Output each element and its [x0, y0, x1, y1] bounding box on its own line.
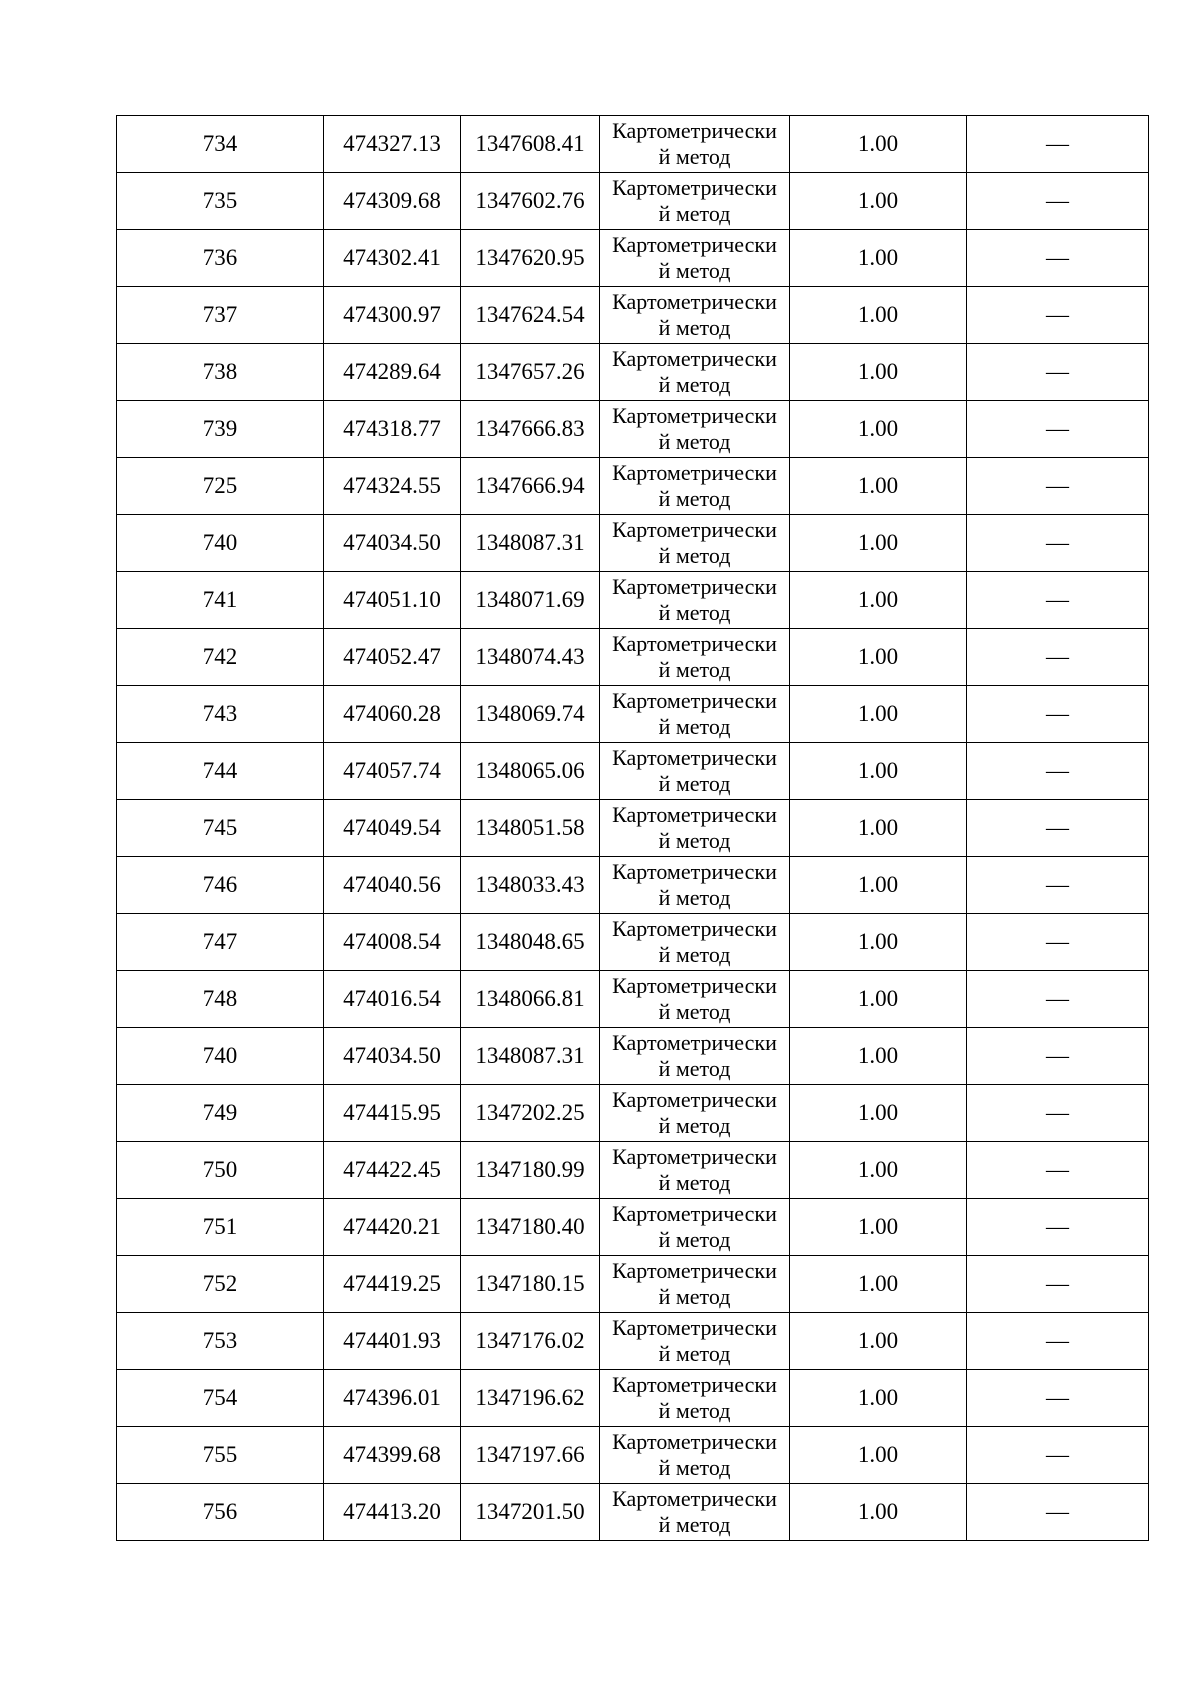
method-text-line-1: Картометрически [612, 1486, 777, 1511]
x-coordinate-cell: 474399.68 [324, 1427, 461, 1484]
note-cell: — [967, 287, 1149, 344]
note-cell: — [967, 1256, 1149, 1313]
method-text-line-1: Картометрически [612, 403, 777, 428]
method-text-line-1: Картометрически [612, 1087, 777, 1112]
method-cell [600, 515, 790, 572]
method-text-line-2: й метод [658, 258, 731, 283]
accuracy-cell: 1.00 [790, 1256, 967, 1313]
x-coordinate-cell: 474422.45 [324, 1142, 461, 1199]
method-text-line-1: Картометрически [612, 1201, 777, 1226]
x-coordinate-cell: 474309.68 [324, 173, 461, 230]
point-number-cell: 754 [117, 1370, 324, 1427]
method-text-line-1: Картометрически [612, 232, 777, 257]
table-row [117, 971, 1149, 1028]
x-coordinate-cell: 474396.01 [324, 1370, 461, 1427]
y-coordinate-cell: 1347202.25 [461, 1085, 600, 1142]
method-cell [600, 1085, 790, 1142]
point-number-cell: 736 [117, 230, 324, 287]
y-coordinate-cell: 1348066.81 [461, 971, 600, 1028]
coordinates-table [116, 115, 1149, 1541]
method-text-line-2: й метод [658, 828, 731, 853]
point-number-cell: 751 [117, 1199, 324, 1256]
accuracy-cell: 1.00 [790, 914, 967, 971]
y-coordinate-cell: 1347180.15 [461, 1256, 600, 1313]
note-cell: — [967, 1370, 1149, 1427]
accuracy-cell: 1.00 [790, 1142, 967, 1199]
table-row [117, 686, 1149, 743]
method-text-line-2: й метод [658, 999, 731, 1024]
accuracy-cell: 1.00 [790, 230, 967, 287]
point-number-cell: 752 [117, 1256, 324, 1313]
method-text-line-2: й метод [658, 714, 731, 739]
method-text-line-2: й метод [658, 372, 731, 397]
method-text-line-2: й метод [658, 1170, 731, 1195]
note-cell: — [967, 1028, 1149, 1085]
method-cell [600, 173, 790, 230]
y-coordinate-cell: 1348065.06 [461, 743, 600, 800]
y-coordinate-cell: 1347196.62 [461, 1370, 600, 1427]
x-coordinate-cell: 474049.54 [324, 800, 461, 857]
method-text-line-2: й метод [658, 201, 731, 226]
y-coordinate-cell: 1348087.31 [461, 515, 600, 572]
method-text-line-2: й метод [658, 1284, 731, 1309]
method-cell [600, 1199, 790, 1256]
method-text-line-1: Картометрически [612, 574, 777, 599]
method-text-line-1: Картометрически [612, 1144, 777, 1169]
accuracy-cell: 1.00 [790, 1085, 967, 1142]
method-text-line-2: й метод [658, 429, 731, 454]
method-cell [600, 1028, 790, 1085]
x-coordinate-cell: 474040.56 [324, 857, 461, 914]
note-cell: — [967, 1427, 1149, 1484]
note-cell: — [967, 857, 1149, 914]
table-row [117, 857, 1149, 914]
table-row [117, 800, 1149, 857]
y-coordinate-cell: 1347602.76 [461, 173, 600, 230]
table-row [117, 743, 1149, 800]
method-cell [600, 629, 790, 686]
point-number-cell: 746 [117, 857, 324, 914]
y-coordinate-cell: 1347176.02 [461, 1313, 600, 1370]
note-cell: — [967, 401, 1149, 458]
method-text-line-1: Картометрически [612, 745, 777, 770]
table-row [117, 515, 1149, 572]
point-number-cell: 750 [117, 1142, 324, 1199]
method-text-line-1: Картометрически [612, 346, 777, 371]
method-cell [600, 971, 790, 1028]
accuracy-cell: 1.00 [790, 1028, 967, 1085]
method-text-line-2: й метод [658, 885, 731, 910]
method-text-line-1: Картометрически [612, 1258, 777, 1283]
table-row [117, 344, 1149, 401]
point-number-cell: 738 [117, 344, 324, 401]
note-cell: — [967, 173, 1149, 230]
note-cell: — [967, 116, 1149, 173]
method-text-line-1: Картометрически [612, 859, 777, 884]
point-number-cell: 744 [117, 743, 324, 800]
method-cell [600, 458, 790, 515]
point-number-cell: 745 [117, 800, 324, 857]
method-text-line-2: й метод [658, 486, 731, 511]
method-cell [600, 1370, 790, 1427]
x-coordinate-cell: 474008.54 [324, 914, 461, 971]
method-text-line-1: Картометрически [612, 175, 777, 200]
table-row [117, 173, 1149, 230]
note-cell: — [967, 1085, 1149, 1142]
method-text-line-2: й метод [658, 1056, 731, 1081]
y-coordinate-cell: 1348074.43 [461, 629, 600, 686]
method-cell [600, 116, 790, 173]
note-cell: — [967, 629, 1149, 686]
y-coordinate-cell: 1347666.83 [461, 401, 600, 458]
method-text-line-2: й метод [658, 315, 731, 340]
x-coordinate-cell: 474289.64 [324, 344, 461, 401]
accuracy-cell: 1.00 [790, 458, 967, 515]
method-text-line-1: Картометрически [612, 1429, 777, 1454]
method-text-line-2: й метод [658, 1398, 731, 1423]
table-row [117, 1256, 1149, 1313]
table-row [117, 1427, 1149, 1484]
table-row [117, 230, 1149, 287]
note-cell: — [967, 914, 1149, 971]
method-cell [600, 686, 790, 743]
accuracy-cell: 1.00 [790, 116, 967, 173]
x-coordinate-cell: 474420.21 [324, 1199, 461, 1256]
note-cell: — [967, 1199, 1149, 1256]
x-coordinate-cell: 474413.20 [324, 1484, 461, 1541]
y-coordinate-cell: 1348033.43 [461, 857, 600, 914]
table-row [117, 914, 1149, 971]
point-number-cell: 725 [117, 458, 324, 515]
y-coordinate-cell: 1347201.50 [461, 1484, 600, 1541]
x-coordinate-cell: 474034.50 [324, 1028, 461, 1085]
y-coordinate-cell: 1347620.95 [461, 230, 600, 287]
point-number-cell: 747 [117, 914, 324, 971]
accuracy-cell: 1.00 [790, 401, 967, 458]
method-text-line-1: Картометрически [612, 118, 777, 143]
method-cell [600, 1256, 790, 1313]
point-number-cell: 756 [117, 1484, 324, 1541]
method-cell [600, 1142, 790, 1199]
x-coordinate-cell: 474302.41 [324, 230, 461, 287]
method-text-line-2: й метод [658, 1455, 731, 1480]
method-text-line-2: й метод [658, 942, 731, 967]
y-coordinate-cell: 1348069.74 [461, 686, 600, 743]
accuracy-cell: 1.00 [790, 971, 967, 1028]
y-coordinate-cell: 1347180.99 [461, 1142, 600, 1199]
note-cell: — [967, 743, 1149, 800]
method-text-line-2: й метод [658, 771, 731, 796]
y-coordinate-cell: 1347608.41 [461, 116, 600, 173]
table-row [117, 1028, 1149, 1085]
method-text-line-2: й метод [658, 144, 731, 169]
note-cell: — [967, 800, 1149, 857]
method-cell [600, 1484, 790, 1541]
method-text-line-2: й метод [658, 1227, 731, 1252]
method-text-line-1: Картометрически [612, 460, 777, 485]
note-cell: — [967, 515, 1149, 572]
y-coordinate-cell: 1347624.54 [461, 287, 600, 344]
x-coordinate-cell: 474327.13 [324, 116, 461, 173]
method-cell [600, 743, 790, 800]
note-cell: — [967, 1484, 1149, 1541]
method-text-line-2: й метод [658, 1512, 731, 1537]
accuracy-cell: 1.00 [790, 287, 967, 344]
accuracy-cell: 1.00 [790, 1370, 967, 1427]
method-cell [600, 344, 790, 401]
table-row [117, 1370, 1149, 1427]
accuracy-cell: 1.00 [790, 515, 967, 572]
coordinates-table-body [117, 116, 1149, 1541]
point-number-cell: 742 [117, 629, 324, 686]
x-coordinate-cell: 474318.77 [324, 401, 461, 458]
table-row [117, 1142, 1149, 1199]
accuracy-cell: 1.00 [790, 572, 967, 629]
table-row [117, 1313, 1149, 1370]
accuracy-cell: 1.00 [790, 1313, 967, 1370]
point-number-cell: 748 [117, 971, 324, 1028]
note-cell: — [967, 572, 1149, 629]
method-text-line-1: Картометрически [612, 916, 777, 941]
method-text-line-2: й метод [658, 600, 731, 625]
x-coordinate-cell: 474415.95 [324, 1085, 461, 1142]
y-coordinate-cell: 1348051.58 [461, 800, 600, 857]
note-cell: — [967, 230, 1149, 287]
point-number-cell: 749 [117, 1085, 324, 1142]
y-coordinate-cell: 1347657.26 [461, 344, 600, 401]
table-row [117, 116, 1149, 173]
method-cell [600, 800, 790, 857]
method-text-line-1: Картометрически [612, 289, 777, 314]
accuracy-cell: 1.00 [790, 857, 967, 914]
point-number-cell: 755 [117, 1427, 324, 1484]
y-coordinate-cell: 1348087.31 [461, 1028, 600, 1085]
point-number-cell: 743 [117, 686, 324, 743]
table-row [117, 1085, 1149, 1142]
accuracy-cell: 1.00 [790, 629, 967, 686]
note-cell: — [967, 971, 1149, 1028]
accuracy-cell: 1.00 [790, 173, 967, 230]
method-text-line-1: Картометрически [612, 802, 777, 827]
table-row [117, 629, 1149, 686]
point-number-cell: 737 [117, 287, 324, 344]
note-cell: — [967, 1142, 1149, 1199]
accuracy-cell: 1.00 [790, 800, 967, 857]
y-coordinate-cell: 1347180.40 [461, 1199, 600, 1256]
point-number-cell: 740 [117, 515, 324, 572]
table-row [117, 401, 1149, 458]
method-text-line-2: й метод [658, 657, 731, 682]
x-coordinate-cell: 474401.93 [324, 1313, 461, 1370]
note-cell: — [967, 458, 1149, 515]
point-number-cell: 741 [117, 572, 324, 629]
method-cell [600, 1313, 790, 1370]
x-coordinate-cell: 474034.50 [324, 515, 461, 572]
y-coordinate-cell: 1348071.69 [461, 572, 600, 629]
note-cell: — [967, 1313, 1149, 1370]
table-row [117, 1199, 1149, 1256]
x-coordinate-cell: 474060.28 [324, 686, 461, 743]
y-coordinate-cell: 1348048.65 [461, 914, 600, 971]
table-row [117, 572, 1149, 629]
note-cell: — [967, 344, 1149, 401]
method-cell [600, 230, 790, 287]
accuracy-cell: 1.00 [790, 1484, 967, 1541]
method-text-line-1: Картометрически [612, 631, 777, 656]
point-number-cell: 735 [117, 173, 324, 230]
method-text-line-1: Картометрически [612, 688, 777, 713]
note-cell: — [967, 686, 1149, 743]
point-number-cell: 734 [117, 116, 324, 173]
method-text-line-1: Картометрически [612, 973, 777, 998]
y-coordinate-cell: 1347197.66 [461, 1427, 600, 1484]
x-coordinate-cell: 474419.25 [324, 1256, 461, 1313]
x-coordinate-cell: 474324.55 [324, 458, 461, 515]
x-coordinate-cell: 474052.47 [324, 629, 461, 686]
x-coordinate-cell: 474300.97 [324, 287, 461, 344]
accuracy-cell: 1.00 [790, 344, 967, 401]
point-number-cell: 739 [117, 401, 324, 458]
method-cell [600, 401, 790, 458]
method-text-line-1: Картометрически [612, 1372, 777, 1397]
accuracy-cell: 1.00 [790, 686, 967, 743]
table-row [117, 1484, 1149, 1541]
table-row [117, 287, 1149, 344]
x-coordinate-cell: 474051.10 [324, 572, 461, 629]
method-text-line-2: й метод [658, 543, 731, 568]
table-row [117, 458, 1149, 515]
accuracy-cell: 1.00 [790, 1427, 967, 1484]
method-text-line-1: Картометрически [612, 1315, 777, 1340]
method-text-line-2: й метод [658, 1113, 731, 1138]
point-number-cell: 753 [117, 1313, 324, 1370]
method-cell [600, 914, 790, 971]
point-number-cell: 740 [117, 1028, 324, 1085]
x-coordinate-cell: 474057.74 [324, 743, 461, 800]
accuracy-cell: 1.00 [790, 1199, 967, 1256]
method-cell [600, 287, 790, 344]
method-cell [600, 857, 790, 914]
method-text-line-1: Картометрически [612, 517, 777, 542]
accuracy-cell: 1.00 [790, 743, 967, 800]
method-text-line-2: й метод [658, 1341, 731, 1366]
x-coordinate-cell: 474016.54 [324, 971, 461, 1028]
method-cell [600, 1427, 790, 1484]
method-text-line-1: Картометрически [612, 1030, 777, 1055]
method-cell [600, 572, 790, 629]
y-coordinate-cell: 1347666.94 [461, 458, 600, 515]
